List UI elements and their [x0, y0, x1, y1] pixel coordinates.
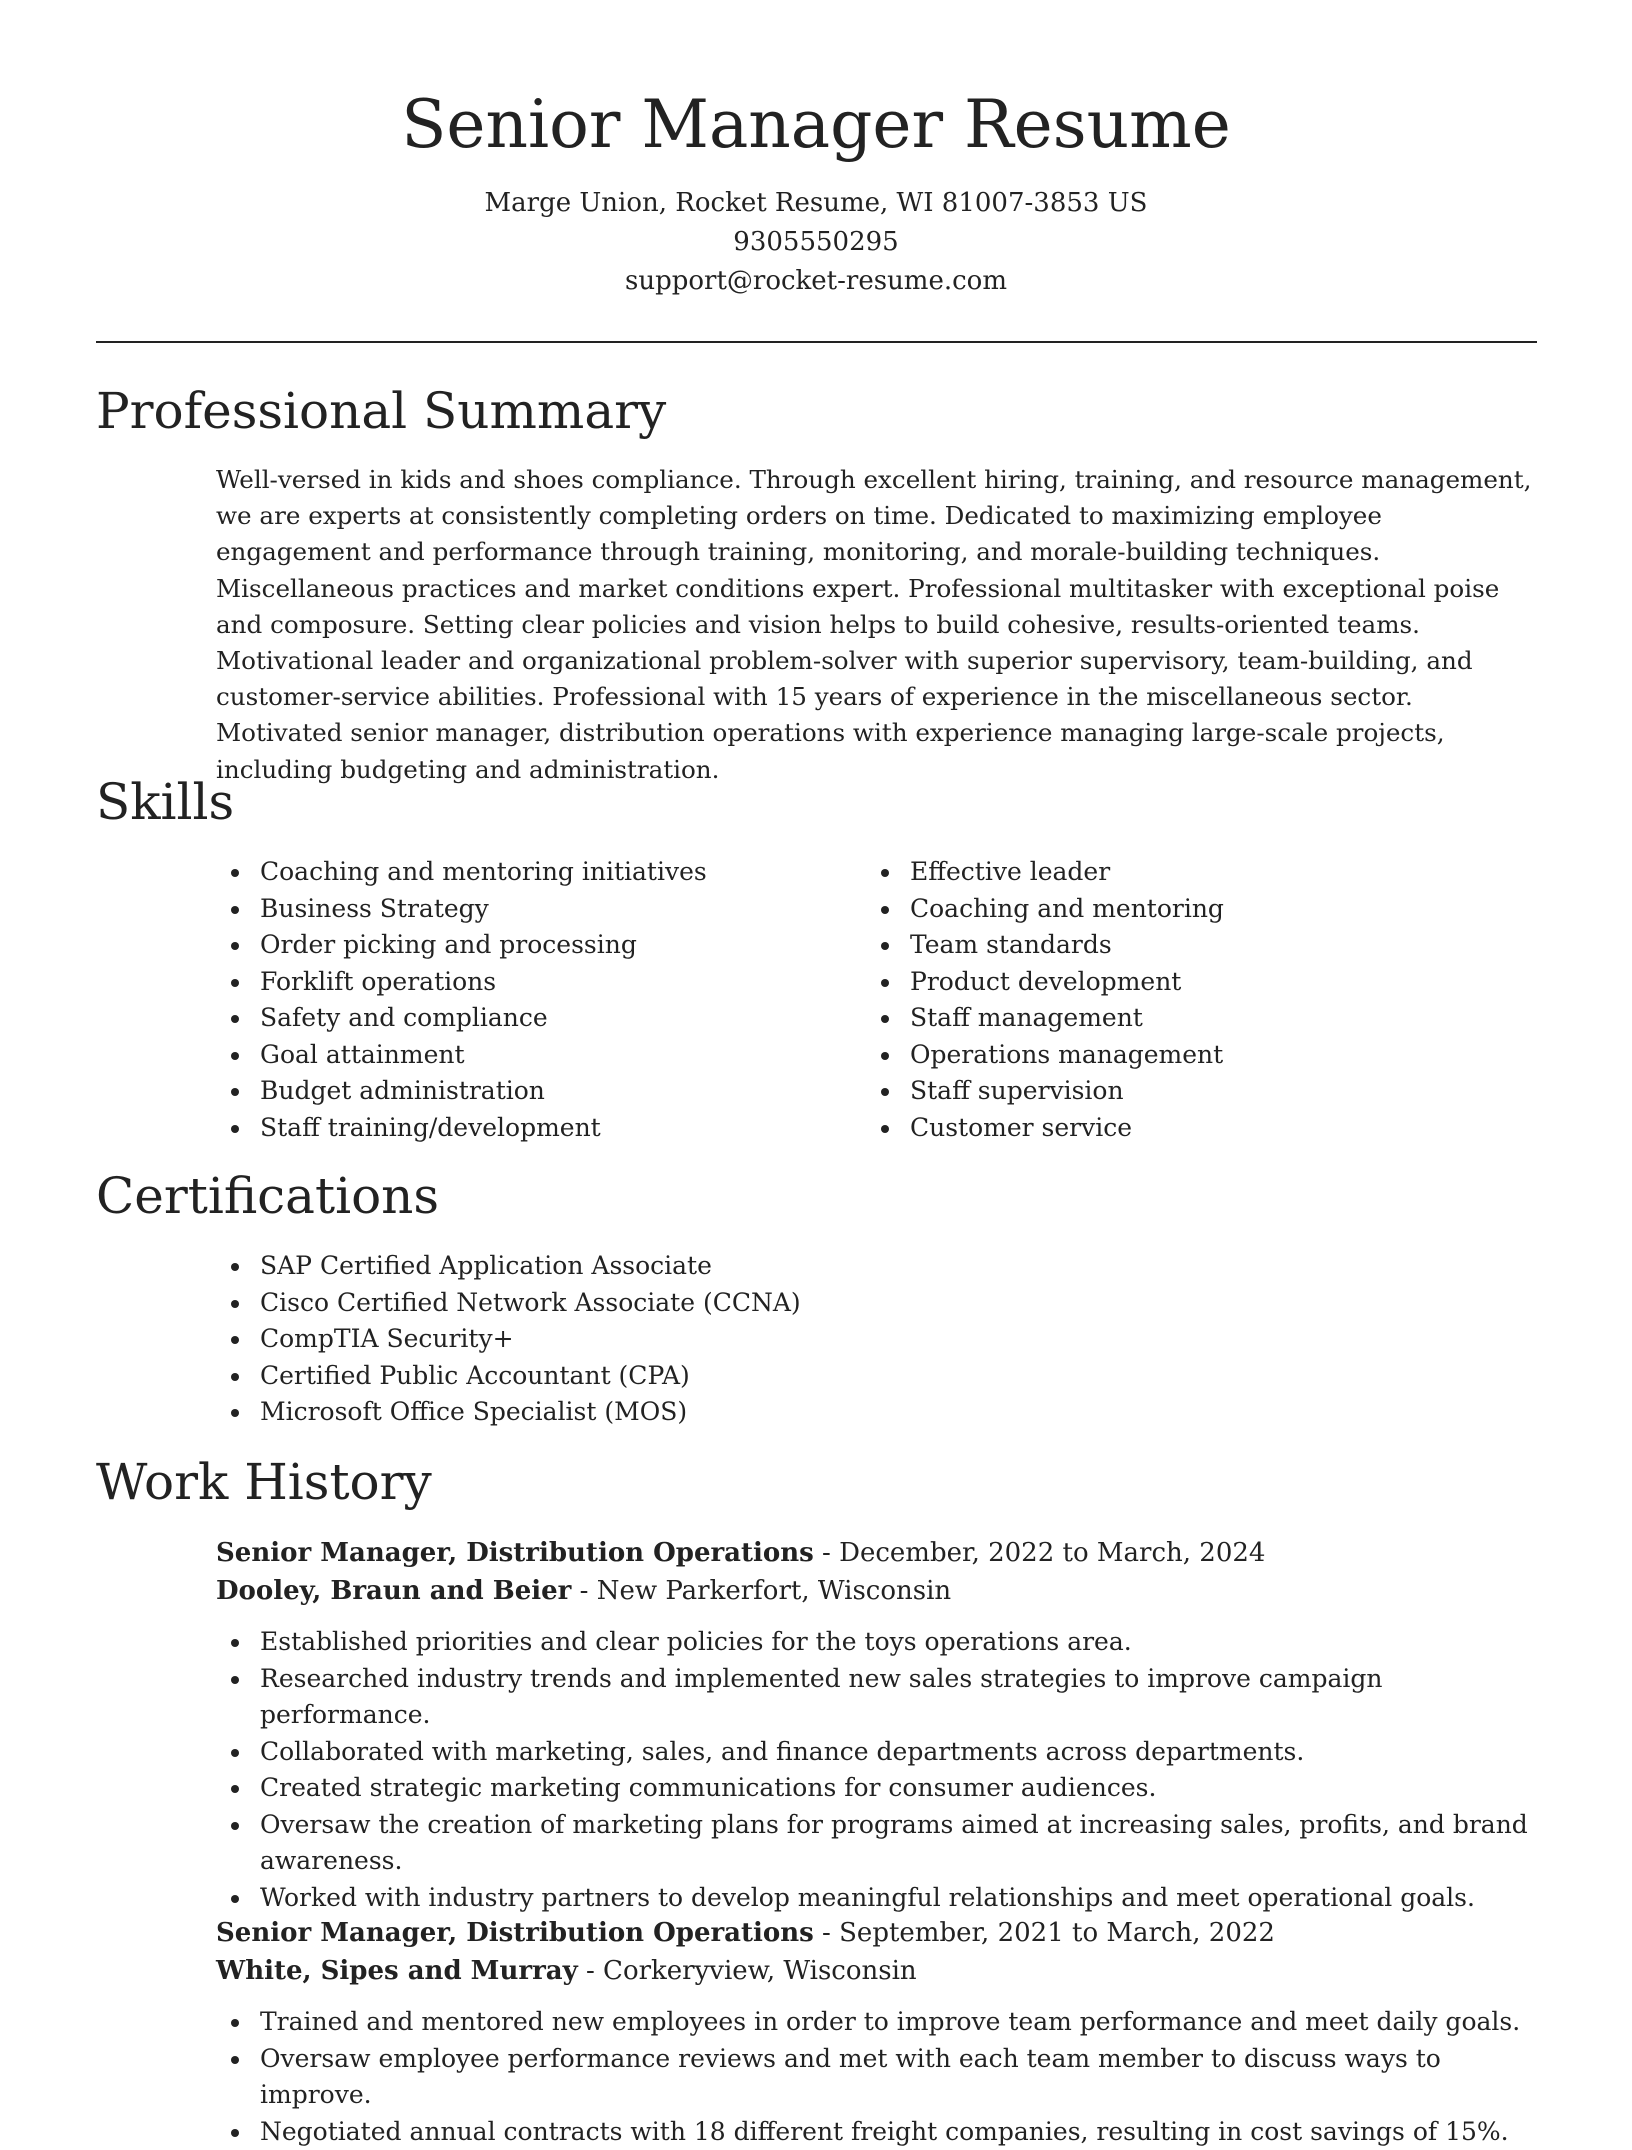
job-title-line — [216, 1534, 1541, 1572]
job-location: New Parkerfort, Wisconsin — [597, 1576, 951, 1606]
job-title-line — [216, 1914, 1541, 1952]
summary-text: Well-versed in kids and shoes compliance. Through excellent hiring, training, and resource management, we are experts at consistently completing orders on time. Dedicated to maximizing employee engagement and performance through training, monitoring, and morale-building techniques. Miscellaneous practices and market conditions expert. Professional multitasker with exceptional poise and composure. Setting clear policies and vision helps to build cohesive, results-oriented teams. Motivational leader and organizational problem-solver with superior supervisory, team-building, and customer-service abilities. Professional with 15 years of experience in the miscellaneous sector. Motivated senior manager, distribution operations with experience managing large-scale projects, including budgeting and administration. — [216, 462, 1541, 788]
job-bullet: Researched industry trends and implemented new sales strategies to improve campaign performance. — [216, 1661, 1541, 1734]
skill-item: Forklift operations — [216, 964, 707, 1001]
job-bullet: Worked with industry partners to develop meaningful relationships and meet operational goals. — [216, 1880, 1541, 1917]
job-company: Dooley, Braun and Beier — [216, 1576, 571, 1606]
job-bullet: Oversaw employee performance reviews and met with each team member to discuss ways to improve. — [216, 2041, 1541, 2114]
certifications-heading: Certifications — [96, 1166, 439, 1226]
skill-item: Customer service — [866, 1110, 1224, 1147]
contact-email: support@rocket-resume.com — [0, 262, 1632, 301]
skill-item: Staff training/development — [216, 1110, 707, 1147]
skills-list-right — [866, 854, 1224, 1146]
job-bullet: Established priorities and clear policies for the toys operations area. — [216, 1624, 1541, 1661]
job-separator: - — [814, 1918, 839, 1948]
skill-item: Effective leader — [866, 854, 1224, 891]
job-title: Senior Manager, Distribution Operations — [216, 1918, 814, 1948]
skill-item: Staff supervision — [866, 1073, 1224, 1110]
job-separator: - — [814, 1538, 839, 1568]
job-company: White, Sipes and Murray — [216, 1956, 578, 1986]
job-entry — [216, 1534, 1541, 1916]
job-title: Senior Manager, Distribution Operations — [216, 1538, 814, 1568]
certification-item: Microsoft Office Specialist (MOS) — [216, 1394, 801, 1431]
job-dates: September, 2021 to March, 2022 — [839, 1918, 1275, 1948]
skills-heading: Skills — [96, 772, 234, 832]
certification-item: SAP Certified Application Associate — [216, 1248, 801, 1285]
skill-item: Business Strategy — [216, 891, 707, 928]
skill-item: Coaching and mentoring — [866, 891, 1224, 928]
job-separator: - — [578, 1956, 603, 1986]
contact-address: Marge Union, Rocket Resume, WI 81007-3853 US — [0, 184, 1632, 223]
resume-header — [0, 0, 1632, 301]
skill-item: Order picking and processing — [216, 927, 707, 964]
job-bullets — [216, 2004, 1541, 2150]
job-bullet: Trained and mentored new employees in order to improve team performance and meet daily goals. — [216, 2004, 1541, 2041]
page-title: Senior Manager Resume — [0, 80, 1632, 170]
skill-item: Staff management — [866, 1000, 1224, 1037]
skill-item: Team standards — [866, 927, 1224, 964]
job-separator: - — [571, 1576, 596, 1606]
skills-list-left — [216, 854, 707, 1146]
certifications-list — [216, 1248, 801, 1431]
job-bullet: Created strategic marketing communications for consumer audiences. — [216, 1770, 1541, 1807]
skill-item: Budget administration — [216, 1073, 707, 1110]
job-bullet: Negotiated annual contracts with 18 different freight companies, resulting in cost savings of 15%. — [216, 2114, 1541, 2150]
job-bullets — [216, 1624, 1541, 1916]
summary-heading: Professional Summary — [96, 381, 666, 441]
work-history-heading: Work History — [96, 1452, 432, 1512]
job-dates: December, 2022 to March, 2024 — [839, 1538, 1265, 1568]
contact-phone: 9305550295 — [0, 223, 1632, 262]
header-divider — [96, 341, 1537, 343]
skill-item: Goal attainment — [216, 1037, 707, 1074]
certification-item: Cisco Certified Network Associate (CCNA) — [216, 1285, 801, 1322]
job-company-line — [216, 1952, 1541, 1990]
skill-item: Operations management — [866, 1037, 1224, 1074]
skill-item: Product development — [866, 964, 1224, 1001]
job-company-line — [216, 1572, 1541, 1610]
skill-item: Coaching and mentoring initiatives — [216, 854, 707, 891]
job-entry — [216, 1914, 1541, 2150]
skill-item: Safety and compliance — [216, 1000, 707, 1037]
job-location: Corkeryview, Wisconsin — [603, 1956, 917, 1986]
certification-item: Certified Public Accountant (CPA) — [216, 1358, 801, 1395]
job-bullet: Collaborated with marketing, sales, and finance departments across departments. — [216, 1734, 1541, 1771]
contact-info — [0, 184, 1632, 301]
certification-item: CompTIA Security+ — [216, 1321, 801, 1358]
job-bullet: Oversaw the creation of marketing plans for programs aimed at increasing sales, profits, and brand awareness. — [216, 1807, 1541, 1880]
